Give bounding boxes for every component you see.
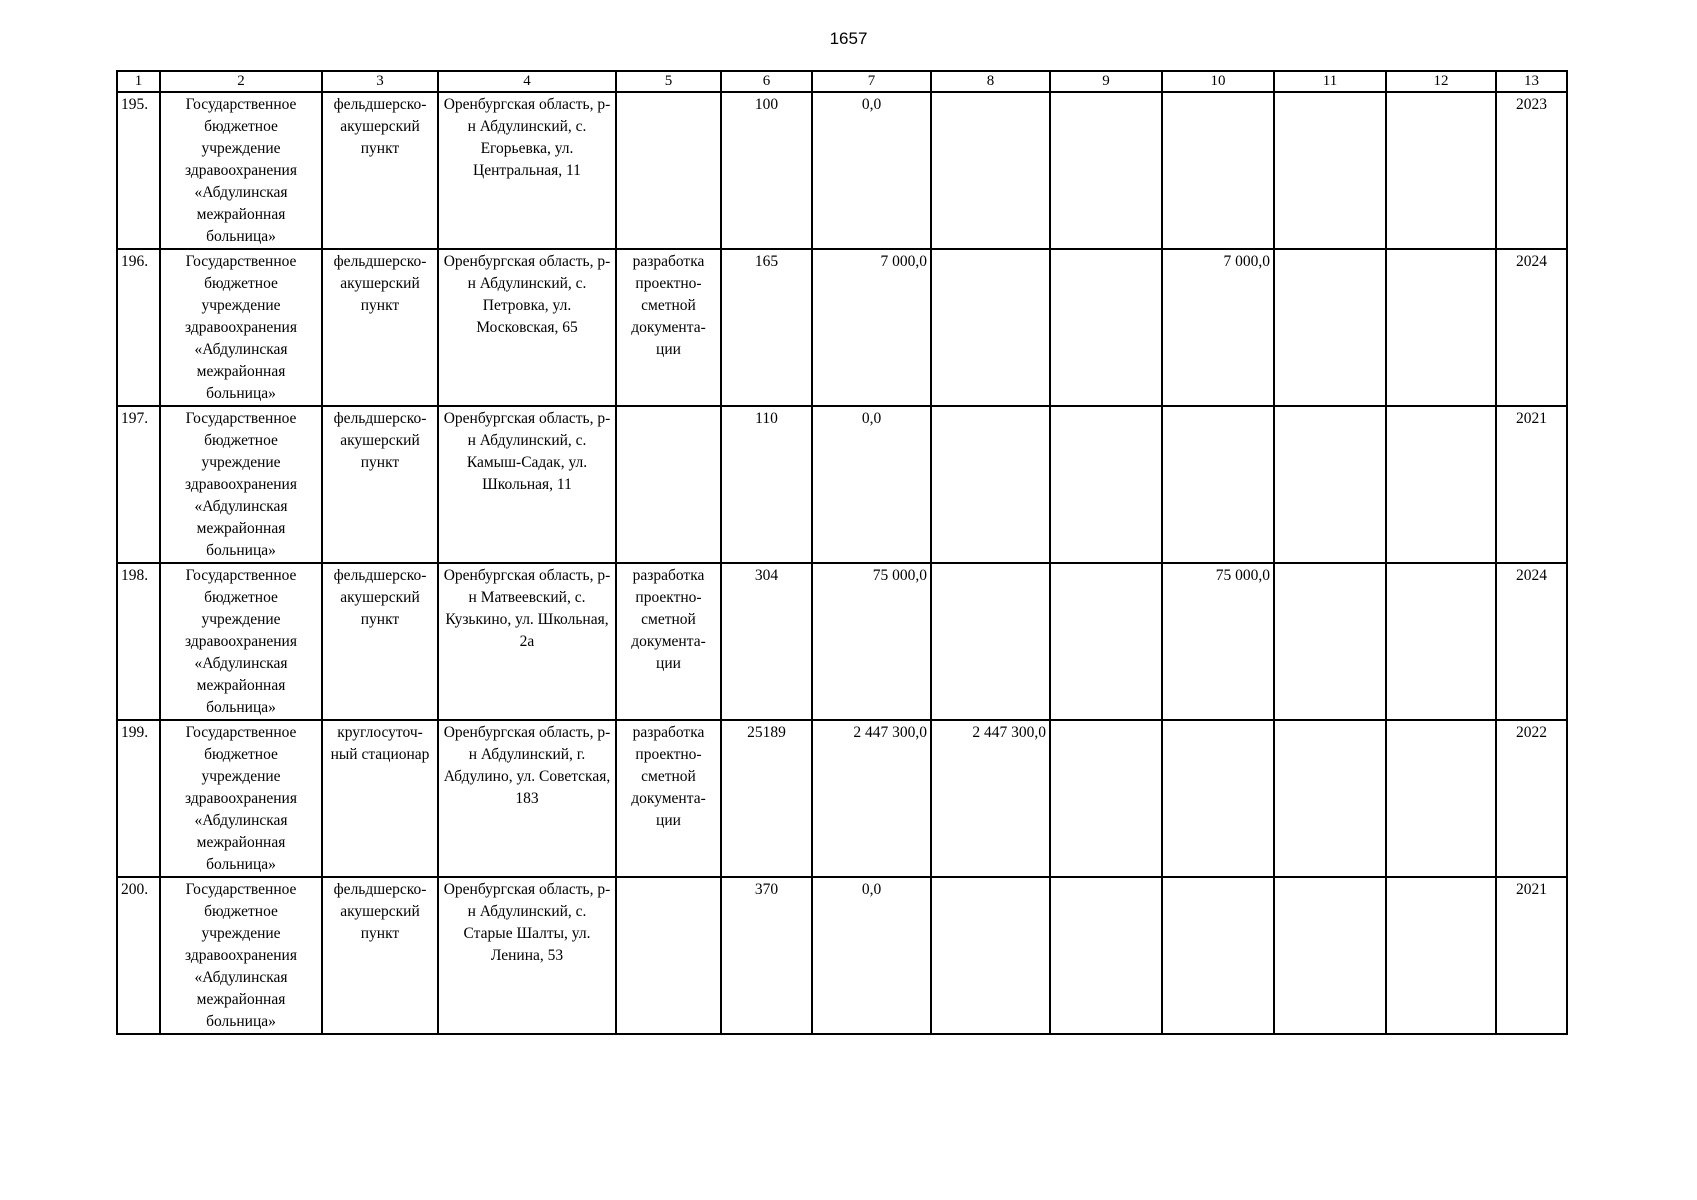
year-cell: 2021 xyxy=(1496,406,1567,563)
object-type-cell: фельдшерско-акушерский пункт xyxy=(322,249,438,406)
work-type-cell xyxy=(616,406,721,563)
col7-cell: 7 000,0 xyxy=(812,249,931,406)
address-cell: Оренбургская область, р-н Абдулинский, с. Егорьевка, ул. Центральная, 11 xyxy=(438,92,616,249)
col10-cell xyxy=(1162,877,1274,1034)
column-header: 1 xyxy=(117,71,160,92)
col6-cell: 100 xyxy=(721,92,812,249)
column-header: 2 xyxy=(160,71,322,92)
row-number: 199. xyxy=(117,720,160,877)
col9-cell xyxy=(1050,249,1162,406)
data-table xyxy=(116,70,1568,1035)
col12-cell xyxy=(1386,877,1496,1034)
col6-cell: 25189 xyxy=(721,720,812,877)
col9-cell xyxy=(1050,563,1162,720)
column-header: 3 xyxy=(322,71,438,92)
col10-cell: 75 000,0 xyxy=(1162,563,1274,720)
col8-cell xyxy=(931,563,1050,720)
col9-cell xyxy=(1050,92,1162,249)
object-type-cell: фельдшерско-акушерский пункт xyxy=(322,92,438,249)
table-row xyxy=(117,249,1567,406)
column-header: 10 xyxy=(1162,71,1274,92)
col10-cell xyxy=(1162,406,1274,563)
organization-cell: Государственное бюджетное учреждение здравоохранения «Абдулинская межрайонная больница» xyxy=(160,720,322,877)
col12-cell xyxy=(1386,720,1496,877)
table-row xyxy=(117,720,1567,877)
address-cell: Оренбургская область, р-н Абдулинский, с. Петровка, ул. Московская, 65 xyxy=(438,249,616,406)
table-row xyxy=(117,92,1567,249)
col6-cell: 110 xyxy=(721,406,812,563)
page-number: 1657 xyxy=(829,29,868,48)
object-type-cell: круглосуточ-ный стационар xyxy=(322,720,438,877)
address-cell: Оренбургская область, р-н Абдулинский, г. Абдулино, ул. Советская, 183 xyxy=(438,720,616,877)
column-header: 13 xyxy=(1496,71,1567,92)
col10-cell xyxy=(1162,720,1274,877)
col9-cell xyxy=(1050,877,1162,1034)
table-row xyxy=(117,877,1567,1034)
col11-cell xyxy=(1274,249,1386,406)
row-number: 196. xyxy=(117,249,160,406)
address-cell: Оренбургская область, р-н Абдулинский, с. Старые Шалты, ул. Ленина, 53 xyxy=(438,877,616,1034)
col8-cell xyxy=(931,249,1050,406)
address-cell: Оренбургская область, р-н Абдулинский, с. Камыш-Садак, ул. Школьная, 11 xyxy=(438,406,616,563)
organization-cell: Государственное бюджетное учреждение здравоохранения «Абдулинская межрайонная больница» xyxy=(160,406,322,563)
column-header: 6 xyxy=(721,71,812,92)
work-type-cell: разработка проектно-сметной документа-ции xyxy=(616,249,721,406)
work-type-cell xyxy=(616,92,721,249)
organization-cell: Государственное бюджетное учреждение здравоохранения «Абдулинская межрайонная больница» xyxy=(160,92,322,249)
address-cell: Оренбургская область, р-н Матвеевский, с. Кузькино, ул. Школьная, 2а xyxy=(438,563,616,720)
year-cell: 2024 xyxy=(1496,249,1567,406)
column-header: 11 xyxy=(1274,71,1386,92)
column-header: 4 xyxy=(438,71,616,92)
table-row xyxy=(117,406,1567,563)
col10-cell xyxy=(1162,92,1274,249)
col6-cell: 304 xyxy=(721,563,812,720)
col8-cell: 2 447 300,0 xyxy=(931,720,1050,877)
column-header: 8 xyxy=(931,71,1050,92)
row-number: 198. xyxy=(117,563,160,720)
col7-cell: 0,0 xyxy=(812,877,931,1034)
year-cell: 2021 xyxy=(1496,877,1567,1034)
col11-cell xyxy=(1274,720,1386,877)
work-type-cell xyxy=(616,877,721,1034)
col9-cell xyxy=(1050,406,1162,563)
col6-cell: 165 xyxy=(721,249,812,406)
column-header: 9 xyxy=(1050,71,1162,92)
organization-cell: Государственное бюджетное учреждение здравоохранения «Абдулинская межрайонная больница» xyxy=(160,563,322,720)
row-number: 197. xyxy=(117,406,160,563)
year-cell: 2022 xyxy=(1496,720,1567,877)
col11-cell xyxy=(1274,92,1386,249)
column-header: 7 xyxy=(812,71,931,92)
table-header-row xyxy=(117,71,1567,92)
year-cell: 2024 xyxy=(1496,563,1567,720)
col8-cell xyxy=(931,92,1050,249)
col11-cell xyxy=(1274,563,1386,720)
organization-cell: Государственное бюджетное учреждение здравоохранения «Абдулинская межрайонная больница» xyxy=(160,877,322,1034)
col7-cell: 0,0 xyxy=(812,406,931,563)
col12-cell xyxy=(1386,406,1496,563)
row-number: 200. xyxy=(117,877,160,1034)
organization-cell: Государственное бюджетное учреждение здравоохранения «Абдулинская межрайонная больница» xyxy=(160,249,322,406)
col12-cell xyxy=(1386,249,1496,406)
row-number: 195. xyxy=(117,92,160,249)
col11-cell xyxy=(1274,406,1386,563)
year-cell: 2023 xyxy=(1496,92,1567,249)
col10-cell: 7 000,0 xyxy=(1162,249,1274,406)
col7-cell: 2 447 300,0 xyxy=(812,720,931,877)
col7-cell: 75 000,0 xyxy=(812,563,931,720)
col9-cell xyxy=(1050,720,1162,877)
col8-cell xyxy=(931,877,1050,1034)
col8-cell xyxy=(931,406,1050,563)
col12-cell xyxy=(1386,563,1496,720)
work-type-cell: разработка проектно-сметной документа-ции xyxy=(616,563,721,720)
col6-cell: 370 xyxy=(721,877,812,1034)
object-type-cell: фельдшерско-акушерский пункт xyxy=(322,877,438,1034)
col12-cell xyxy=(1386,92,1496,249)
column-header: 5 xyxy=(616,71,721,92)
column-header: 12 xyxy=(1386,71,1496,92)
work-type-cell: разработка проектно-сметной документа-ции xyxy=(616,720,721,877)
object-type-cell: фельдшерско-акушерский пункт xyxy=(322,406,438,563)
table-row xyxy=(117,563,1567,720)
col11-cell xyxy=(1274,877,1386,1034)
col7-cell: 0,0 xyxy=(812,92,931,249)
object-type-cell: фельдшерско-акушерский пункт xyxy=(322,563,438,720)
